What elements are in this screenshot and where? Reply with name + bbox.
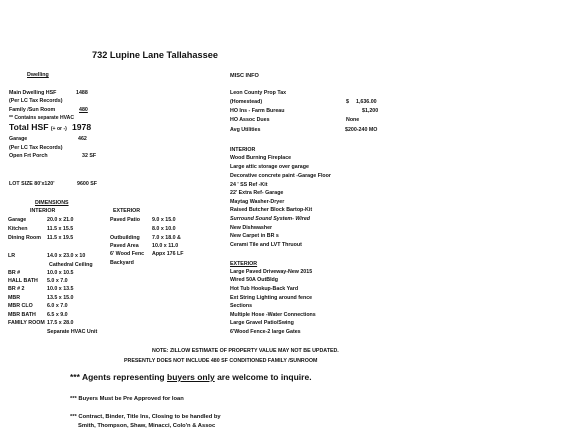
room-dim: Separate HVAC Unit bbox=[47, 329, 98, 335]
list-item: Maytag Washer-Dryer bbox=[230, 199, 285, 205]
list-item: Multiple Hose -Water Connections bbox=[230, 312, 316, 318]
list-item: 22' Extra Ref- Garage bbox=[230, 190, 284, 196]
room-dim: 14.0 x 23.0 x 10 bbox=[47, 253, 86, 259]
exterior-name: 6' Wood Fenc bbox=[110, 251, 145, 257]
utilities-label: Avg Utilities bbox=[230, 127, 261, 133]
room-name: FAMILY ROOM bbox=[8, 320, 45, 326]
porch-value: 32 SF bbox=[82, 153, 97, 159]
sunroom-note: ** Contains separate HVAC bbox=[9, 115, 75, 121]
contract-note-line1: *** Contract, Binder, Title Ins, Closing to be handled by bbox=[70, 414, 221, 420]
garage-label: Garage bbox=[9, 136, 28, 142]
sunroom-label: Family /Sun Room bbox=[9, 107, 56, 113]
room-name: MBR BATH bbox=[8, 312, 36, 318]
exterior-name: Paved Patio bbox=[110, 217, 141, 223]
room-name: Kitchen bbox=[8, 226, 28, 232]
list-item: Raised Butcher Block Bartop-Kit bbox=[230, 207, 313, 213]
tax-currency: $ bbox=[346, 99, 349, 105]
garage-note: (Per LC Tax Records) bbox=[9, 145, 63, 151]
porch-label: Open Frt Porch bbox=[9, 153, 48, 159]
list-item: Hot Tub Hookup-Back Yard bbox=[230, 286, 299, 292]
tax-note: (Homestead) bbox=[230, 99, 263, 105]
room-name: LR bbox=[8, 253, 16, 259]
total-hsf-label: Total HSF (+ or -) bbox=[9, 122, 67, 132]
room-dim: Cathedral Ceiling bbox=[49, 262, 93, 268]
room-name: HALL BATH bbox=[8, 278, 38, 284]
exterior-dim: 7.0 x 18.0 & bbox=[152, 235, 181, 241]
room-dim: 11.5 x 19.5 bbox=[47, 235, 74, 241]
room-dim: 6.5 x 9.0 bbox=[47, 312, 68, 318]
room-dim: 13.5 x 15.0 bbox=[47, 295, 74, 301]
list-item: 24 ' SS Ref -Kit bbox=[230, 182, 268, 188]
utilities-value: $200-240 MO bbox=[345, 127, 378, 133]
interior-heading: INTERIOR bbox=[230, 147, 256, 153]
list-item: Surround Sound System- Wired bbox=[230, 216, 310, 222]
lot-size-label: LOT SIZE 80'x120' bbox=[9, 181, 55, 187]
room-dim: 6.0 x 7.0 bbox=[47, 303, 68, 309]
ho-dues-value: None bbox=[346, 117, 360, 123]
sunroom-exclusion-note: PRESENTLY DOES NOT INCLUDE 480 SF CONDITIONED FAMILY /SUNROOM bbox=[124, 358, 318, 364]
total-hsf-value: 1978 bbox=[72, 122, 92, 132]
main-dwelling-label: Main Dwelling HSF bbox=[9, 90, 57, 96]
exterior-dim: 9.0 x 15.0 bbox=[152, 217, 176, 223]
room-dim: 5.0 x 7.0 bbox=[47, 278, 68, 284]
dwelling-heading: Dwelling bbox=[27, 72, 49, 78]
list-item: Wood Burning Fireplace bbox=[230, 155, 292, 161]
room-dim: 10.0 x 13.5 bbox=[47, 286, 74, 292]
dimensions-heading: DIMENSIONS bbox=[35, 200, 69, 206]
room-name: MBR bbox=[8, 295, 21, 301]
exterior-name: Backyard bbox=[110, 260, 134, 266]
room-dim: 20.0 x 21.0 bbox=[47, 217, 74, 223]
zillow-note: NOTE: ZILLOW ESTIMATE OF PROPERTY VALUE MAY NOT BE UPDATED. bbox=[152, 348, 339, 354]
list-item: Large Paved Driveway-New 2015 bbox=[230, 269, 313, 275]
list-item: Ext String Lighting around fence bbox=[230, 295, 313, 301]
room-dim: 11.5 x 15.5 bbox=[47, 226, 74, 232]
exterior-dim: 10.0 x 11.0 bbox=[152, 243, 179, 249]
room-name: Dining Room bbox=[8, 235, 41, 241]
room-name: BR # 2 bbox=[8, 286, 25, 292]
room-dim: 10.0 x 10.5 bbox=[47, 270, 74, 276]
exterior-dim: Appx 176 LF bbox=[152, 251, 184, 257]
agents-message: *** Agents representing buyers only are welcome to inquire. bbox=[70, 372, 312, 382]
room-dim: 17.5 x 28.0 bbox=[47, 320, 74, 326]
list-item: 6'Wood Fence-2 large Gates bbox=[230, 329, 301, 335]
ho-ins-value: $1,200 bbox=[362, 108, 379, 114]
list-item: Large Gravel Patio/Swing bbox=[230, 320, 294, 326]
list-item: Wired 50A OutBldg bbox=[230, 277, 279, 283]
list-item: Decorative concrete paint -Garage Floor bbox=[230, 173, 331, 179]
list-item: New Carpet in BR s bbox=[230, 233, 279, 239]
main-dwelling-note: (Per LC Tax Records) bbox=[9, 98, 63, 104]
page-title: 732 Lupine Lane Tallahassee bbox=[92, 50, 218, 60]
list-item: Cerami Tile and LVT Thruout bbox=[230, 242, 302, 248]
tax-value: 1,636.00 bbox=[356, 99, 377, 105]
tax-label: Leon County Prop Tax bbox=[230, 90, 287, 96]
garage-value: 462 bbox=[78, 136, 87, 142]
ho-ins-label: HO Ins - Farm Bureau bbox=[230, 108, 285, 114]
preapproval-note: *** Buyers Must be Pre Approved for loan bbox=[70, 396, 184, 402]
room-name: MBR CLO bbox=[8, 303, 33, 309]
ho-dues-label: HO Assoc Dues bbox=[230, 117, 270, 123]
exterior-name: Paved Area bbox=[110, 243, 139, 249]
list-item: Large attic storage over garage bbox=[230, 164, 309, 170]
list-item: New Dishwasher bbox=[230, 225, 273, 231]
contract-note-line2: Smith, Thompson, Shaw, Minacci, Colo'n & Assoc bbox=[78, 423, 216, 429]
exterior-dim-heading: EXTERIOR bbox=[113, 208, 141, 214]
main-dwelling-value: 1488 bbox=[76, 90, 88, 96]
room-name: BR # bbox=[8, 270, 21, 276]
misc-info-heading: MISC INFO bbox=[230, 73, 259, 79]
list-item: Sections bbox=[230, 303, 253, 309]
exterior-name: Outbuilding bbox=[110, 235, 140, 241]
sunroom-value: 480 bbox=[79, 107, 88, 113]
interior-dim-heading: INTERIOR bbox=[30, 208, 56, 214]
lot-size-value: 9600 SF bbox=[77, 181, 98, 187]
room-name: Garage bbox=[8, 217, 27, 223]
exterior-heading: EXTERIOR bbox=[230, 261, 258, 267]
exterior-dim: 8.0 x 10.0 bbox=[152, 226, 176, 232]
